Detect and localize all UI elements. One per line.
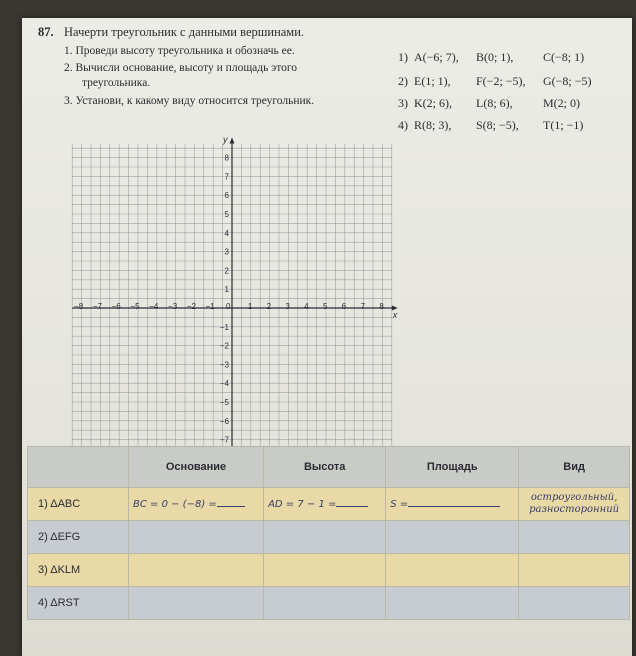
table-row: [28, 587, 630, 620]
y-tick-label: 6: [224, 191, 229, 201]
header-kind: Вид: [519, 447, 630, 488]
set-2-point-e: E(1; 1),: [414, 74, 451, 88]
header-empty: [28, 447, 129, 488]
header-area: Площадь: [386, 447, 519, 488]
y-tick-label: 8: [224, 153, 229, 163]
x-tick-label: 1: [247, 302, 253, 311]
instruction-2: 2. Вычисли основание, высоту и площадь этого: [64, 62, 297, 74]
y-tick-label: 7: [224, 172, 229, 182]
axes: [72, 138, 398, 449]
base-cell[interactable]: [129, 488, 264, 521]
set-number-4: 4): [398, 118, 408, 132]
set-4-point-r: R(8; 3),: [414, 118, 452, 132]
y-tick-label: −4: [219, 379, 229, 389]
header-height: Высота: [264, 447, 386, 488]
set-number-2: 2): [398, 74, 408, 88]
area-cell[interactable]: [386, 554, 519, 587]
height-cell[interactable]: [264, 587, 386, 620]
row-label: 4) ΔRST: [28, 587, 129, 620]
set-2-point-g: G(−8; −5): [543, 74, 592, 88]
set-1-point-b: B(0; 1),: [476, 50, 514, 64]
set-4-point-t: T(1; −1): [543, 118, 584, 132]
y-tick-label: 3: [224, 247, 229, 257]
y-tick-label: −7: [219, 435, 229, 445]
height-cell[interactable]: [264, 488, 386, 521]
instruction-2-continued: треугольника.: [82, 77, 151, 89]
height-cell[interactable]: [264, 554, 386, 587]
row-label: 3) ΔKLM: [28, 554, 129, 587]
x-tick-label: 5: [323, 302, 328, 311]
worksheet-page: [22, 18, 632, 656]
height-expression: AD = 7 − 1 =: [268, 499, 337, 510]
area-cell[interactable]: [386, 587, 519, 620]
y-axis-label: y: [223, 134, 228, 145]
kind-line-1: остроугольный,: [530, 492, 618, 503]
x-tick-label: −5: [130, 302, 140, 311]
height-cell[interactable]: [264, 521, 386, 554]
table-row: [28, 488, 630, 521]
set-1-point-c: C(−8; 1): [543, 50, 585, 64]
y-tick-label: −1: [219, 322, 229, 332]
set-3-point-l: L(8; 6),: [476, 96, 513, 110]
table-row: [28, 521, 630, 554]
x-tick-label: −4: [149, 302, 159, 311]
kind-cell[interactable]: [519, 554, 630, 587]
area-expression: S =: [390, 499, 409, 510]
x-tick-label: 0: [226, 302, 231, 311]
kind-cell[interactable]: [519, 587, 630, 620]
set-3-point-m: M(2; 0): [543, 96, 580, 110]
x-tick-label: −7: [92, 302, 102, 311]
instruction-3: 3. Установи, к какому виду относится треугольник.: [64, 95, 315, 107]
y-tick-label: −5: [219, 398, 229, 407]
y-tick-label: 4: [224, 228, 229, 238]
y-tick-label: 5: [224, 210, 229, 219]
set-1-point-a: A(−6; 7),: [414, 50, 459, 64]
set-2-point-f: F(−2; −5),: [476, 74, 526, 88]
area-cell[interactable]: [386, 521, 519, 554]
x-tick-label: 8: [379, 302, 384, 311]
x-tick-label: 6: [341, 302, 347, 311]
y-tick-label: 2: [224, 266, 229, 276]
answer-blank[interactable]: [408, 506, 500, 507]
y-axis-arrow: [230, 138, 235, 144]
y-tick-label: −3: [219, 360, 229, 370]
area-cell[interactable]: [386, 488, 519, 521]
instruction-1: 1. Проведи высоту треугольника и обозначь ее.: [64, 45, 295, 57]
base-cell[interactable]: [129, 587, 264, 620]
y-tick-label: 1: [224, 285, 229, 295]
set-number-1: 1): [398, 50, 408, 64]
row-label: 2) ΔEFG: [28, 521, 129, 554]
answer-table: [27, 446, 630, 620]
header-base: Основание: [129, 447, 264, 488]
x-tick-labels: [74, 302, 384, 311]
base-expression: BC = 0 − (−8) =: [133, 499, 217, 510]
base-cell[interactable]: [129, 521, 264, 554]
x-tick-label: −6: [111, 302, 121, 311]
kind-line-2: разносторонний: [529, 504, 620, 515]
x-tick-label: 3: [285, 302, 290, 311]
answer-blank[interactable]: [217, 506, 245, 507]
set-number-3: 3): [398, 96, 408, 110]
x-tick-label: 4: [304, 302, 309, 311]
coordinate-plane[interactable]: [66, 113, 398, 448]
x-axis-label: x: [392, 310, 398, 320]
answer-blank[interactable]: [336, 506, 368, 507]
y-tick-label: −6: [219, 416, 229, 426]
task-title: Начерти треугольник с данными вершинами.: [64, 25, 305, 39]
table-row: [28, 554, 630, 587]
task-number: 87.: [38, 25, 54, 39]
x-tick-label: 2: [266, 302, 272, 311]
table-header-row: [28, 447, 630, 488]
kind-cell[interactable]: [519, 521, 630, 554]
y-tick-label: −2: [219, 341, 229, 351]
x-tick-label: −3: [168, 302, 178, 311]
kind-cell[interactable]: [519, 488, 630, 521]
x-tick-label: −1: [205, 302, 215, 311]
set-4-point-s: S(8; −5),: [476, 118, 519, 132]
row-label: 1) ΔABC: [28, 488, 129, 521]
set-3-point-k: K(2; 6),: [414, 96, 452, 110]
x-tick-label: −2: [186, 302, 196, 311]
x-tick-label: 7: [360, 302, 366, 311]
x-tick-label: −8: [74, 302, 84, 311]
base-cell[interactable]: [129, 554, 264, 587]
